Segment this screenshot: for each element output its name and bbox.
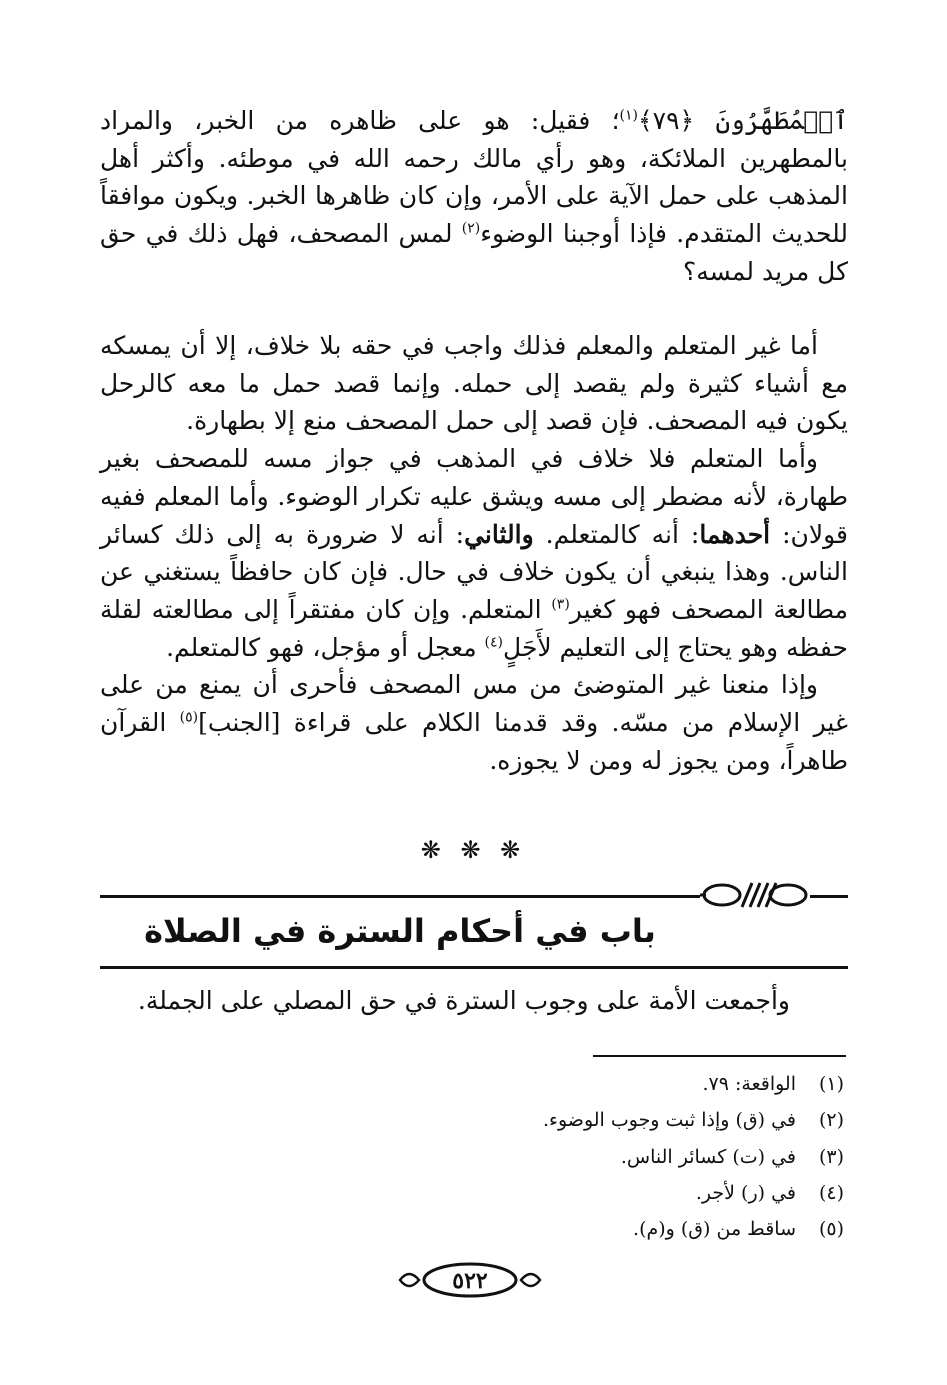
footnote-ref-2: (٢)	[461, 220, 481, 237]
quran-verse: ٱلۡمُطَهَّرُونَ ﴿٧٩﴾	[638, 106, 848, 135]
footnote-rule	[593, 1055, 846, 1057]
bold-term-second: والثاني	[464, 519, 534, 549]
chapter-heading: باب في أحكام السترة في الصلاة	[144, 912, 656, 950]
heading-ornament	[700, 877, 810, 915]
page-number-ornament	[395, 1258, 545, 1302]
page-number: ٥٢٢	[452, 1268, 488, 1294]
footnote-2: (٢)في (ق) وإذا ثبت وجوب الوضوء.	[543, 1109, 844, 1132]
footnote-ref-4: (٤)	[484, 634, 504, 651]
paragraph-3: وأما المتعلم فلا خلاف في المذهب في جواز مسه للمصحف بغير طهارة، لأنه مضطر إلى مسه ويشق عليه تكرار الوضوء. وأما المعلم ففيه قولان: أحدهما: أنه كالمتعلم. والثاني: أنه لا ضرورة به إلى ذلك كسائر الناس. وهذا ينبغي أن يكون خلاف في حال. فإن كان حافظاً يستغني عن مطالعة المصحف فهو كغير$^{(٣)}$ المتعلم. وإن كان مفتقراً إلى مطالعته لقلة حفظه وهو يحتاج إلى التعليم لأَجَلٍ$^{(٤)}$ معجل أو مؤجل، فهو كالمتعلم.	[100, 444, 848, 662]
footnote-3: (٣)في (ت) كسائر الناس.	[620, 1145, 844, 1168]
paragraph-2: أما غير المتعلم والمعلم فذلك واجب في حقه بلا خلاف، إلا أن يمسكه مع أشياء كثيرة ولم يقصد إلى حمله. وإنما قصد حمل ما معه كالرحل يكون فيه المصحف. فإن قصد إلى حمل المصحف منع إلا بطهارة.	[100, 331, 848, 436]
footnote-ref-1: (١)	[619, 107, 639, 124]
paragraphs-2-4	[100, 327, 848, 779]
footnote-1: (١)الواقعة: ٧٩.	[702, 1073, 844, 1095]
heading-bottom-rule	[100, 966, 848, 969]
footnotes	[144, 1066, 844, 1247]
footnote-5: (٥)ساقط من (ق) و(م).	[633, 1218, 844, 1241]
paragraph-1: ٱلۡمُطَهَّرُونَ ﴿٧٩﴾$^{(١)}$؛ فقيل: هو على ظاهره من الخبر، والمراد بالمطهرين الملائكة، وهو رأي مالك رحمه الله في موطئه. وأكثر أهل المذهب على حمل الآية على الأمر، وإن كان ظاهرها الخبر. ويكون موافقاً للحديث المتقدم. فإذا أوجبنا الوضوء$^{(٢)}$ لمس المصحف، فهل ذلك في حق كل مريد لمسه؟	[100, 106, 848, 286]
footnote-ref-5: (٥)	[179, 709, 199, 726]
section-separator: ❋ ❋ ❋	[420, 836, 527, 864]
footnote-4: (٤)في (ر) لأجر.	[695, 1181, 844, 1204]
footnote-ref-3: (٣)	[551, 596, 570, 613]
bold-term-first: أحدهما	[699, 519, 771, 549]
paragraph-4: وإذا منعنا غير المتوضئ من مس المصحف فأحرى أن يمنع من على غير الإسلام من مسّه. وقد قدمنا الكلام على قراءة [الجنب]$^{(٥)}$ القرآن طاهراً، ومن يجوز له ومن لا يجوزه.	[100, 670, 848, 775]
chapter-first-line: وأجمعت الأمة على وجوب السترة في حق المصلي على الجملة.	[137, 986, 790, 1015]
